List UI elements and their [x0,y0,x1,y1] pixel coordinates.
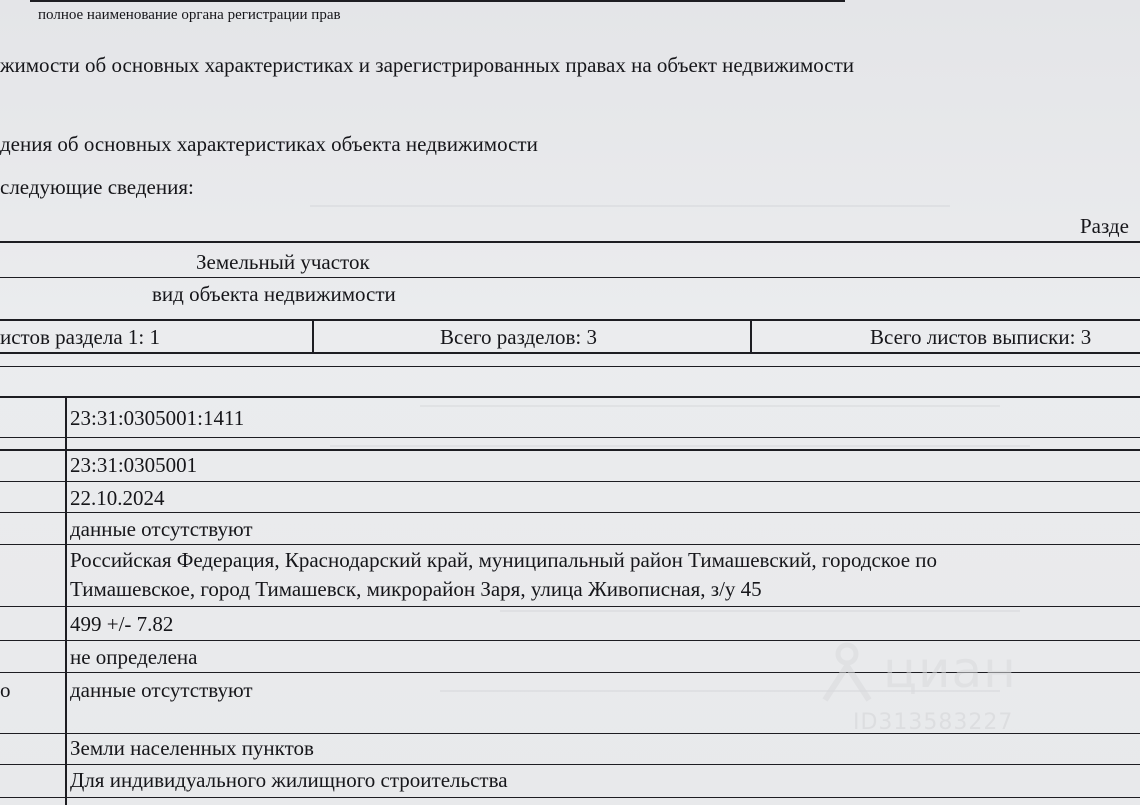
table-rule [0,277,1140,278]
table-rule [0,606,1140,607]
cian-watermark [815,640,1045,750]
assignment-date-value: 22.10.2024 [70,486,165,510]
table-rule [0,449,1140,451]
show-through-line [330,445,1030,447]
table-rule [0,512,1140,513]
summary-divider [312,320,314,353]
summary-divider [750,320,752,353]
cadastral-value-value: не определена [70,645,198,669]
object-kind-value: Земельный участок [196,250,370,274]
table-rule [0,396,1140,398]
table-rule [0,437,1140,438]
previous-number-value: данные отсутствуют [70,517,253,541]
show-through-line [420,405,1000,407]
related-objects-value: данные отсутствуют [70,678,253,702]
section-sheets-count: истов раздела 1: 1 [0,325,161,349]
table-rule [0,352,1140,354]
land-category-value: Земли населенных пунктов [70,736,314,760]
total-sheets-count: Всего листов выписки: 3 [870,325,1092,349]
watermark-brand: циан [883,641,1017,699]
table-rule [0,319,1140,321]
table-rule [0,481,1140,482]
section-title: дения об основных характеристиках объекта недвижимости [0,132,538,156]
address-value-line2: Тимашевское, город Тимашевск, микрорайон Заря, улица Живописная, з/у 45 [70,577,762,601]
watermark-listing-id: ID313583227 [853,710,1014,735]
cadastral-quarter-value: 23:31:0305001 [70,453,198,477]
table-rule [0,764,1140,765]
section-label: Разде [1080,214,1129,238]
table-rule [0,366,1140,367]
total-sections-count: Всего разделов: 3 [440,325,597,349]
table-column-divider [65,397,67,805]
show-through-line [500,610,1020,612]
table-rule [0,544,1140,545]
cian-logo-icon [815,640,879,704]
intro-text: следующие сведения: [0,175,194,199]
registration-body-caption: полное наименование органа регистрации прав [38,7,341,23]
table-rule [0,797,1140,798]
table-rule [0,241,1140,243]
cadastral-number-value: 23:31:0305001:1411 [70,406,245,430]
area-value: 499 +/- 7.82 [70,612,174,636]
address-value-line1: Российская Федерация, Краснодарский край, муниципальный район Тимашевский, городское по [70,548,938,572]
row-label-fragment: о [0,678,11,702]
show-through-line [310,205,950,207]
object-kind-caption: вид объекта недвижимости [152,282,396,306]
permitted-use-value: Для индивидуального жилищного строительства [70,768,508,792]
top-rule [30,0,845,2]
document-title: жимости об основных характеристиках и зарегистрированных правах на объект недвижимости [0,53,855,77]
